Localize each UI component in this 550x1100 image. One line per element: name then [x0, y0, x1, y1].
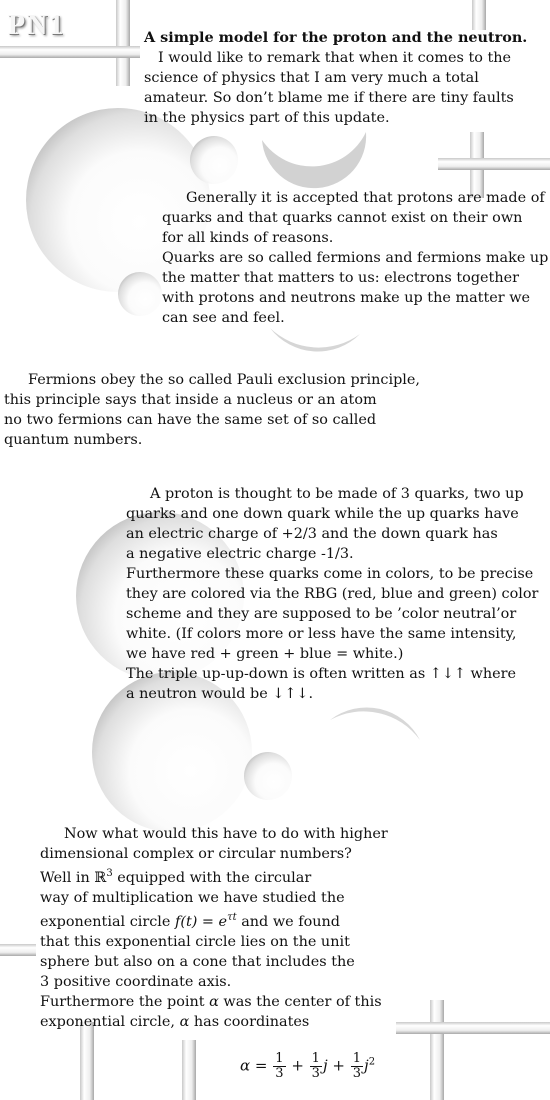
proton-line: a neutron would be ↓↑↓. — [126, 686, 314, 702]
proton-block — [126, 484, 538, 704]
decor-cross — [0, 944, 36, 956]
decor-cross — [396, 1022, 550, 1034]
circular-line: Furthermore the point α was the center of this — [40, 993, 382, 1010]
proton-line: we have red + green + blue = white.) — [126, 646, 404, 662]
circular-block — [40, 824, 388, 1032]
decor-crescent — [270, 328, 360, 352]
intro-line: I would like to remark that when it comes to the — [158, 50, 512, 66]
alpha-formula: α = $\frac{1}{3}$ + $\frac{1}{3}$ j + $\frac{1}{3}$ $j^2$ — [240, 1051, 376, 1081]
pauli-line: Fermions obey the so called Pauli exclusion principle, — [28, 372, 420, 388]
quarks-line: Quarks are so called fermions and fermions make up — [162, 250, 549, 266]
decor-cross — [0, 46, 140, 58]
intro-line: in the physics part of this update. — [144, 110, 390, 126]
quarks-block — [162, 188, 548, 328]
pauli-line: quantum numbers. — [4, 432, 143, 448]
pauli-line: no two fermions can have the same set of so called — [4, 412, 377, 428]
proton-line: quarks and one down quark while the up quarks have — [126, 506, 519, 522]
decor-crescent — [262, 132, 366, 188]
decor-cross — [430, 1000, 444, 1100]
fraction: $\frac{1}{3}$ — [275, 1051, 284, 1081]
logo-pn1: PN1 — [8, 10, 66, 41]
circular-line: exponential circle $f(t) = e^{\tau t}$ and we found — [40, 911, 340, 930]
page-title: A simple model for the proton and the neutron. — [144, 29, 528, 46]
circular-line: sphere but also on a cone that includes the — [40, 953, 355, 970]
circular-line: Now what would this have to do with higher — [64, 826, 388, 842]
decor-cross — [472, 0, 486, 30]
proton-line: an electric charge of +2/3 and the down quark has — [126, 526, 498, 542]
decor-circle — [118, 272, 162, 316]
proton-line: Furthermore these quarks come in colors, to be precise — [126, 566, 534, 582]
quarks-line: can see and feel. — [162, 310, 285, 326]
proton-line: The triple up-up-down is often written as ↑↓↑ where — [126, 666, 517, 682]
proton-line: scheme and they are supposed to be ’color neutral’or — [126, 606, 517, 622]
quarks-line: quarks and that quarks cannot exist on their own — [162, 210, 523, 226]
quarks-line: with protons and neutrons make up the matter we — [162, 290, 531, 306]
circular-line: dimensional complex or circular numbers? — [40, 846, 352, 862]
circular-line: 3 positive coordinate axis. — [40, 973, 232, 990]
intro-line: science of physics that I am very much a total — [144, 70, 479, 86]
circular-line: way of multiplication we have studied the — [40, 889, 345, 906]
quarks-line: the matter that matters to us: electrons together — [162, 270, 520, 286]
proton-line: white. (If colors more or less have the same intensity, — [126, 626, 517, 642]
decor-circle — [190, 136, 238, 184]
decor-circle — [244, 752, 292, 800]
decor-cross — [116, 0, 130, 86]
circular-line: Well in ℝ$^3$ equipped with the circular — [40, 868, 312, 886]
fraction: $\frac{1}{3}$ — [311, 1051, 320, 1081]
intro-line: amateur. So don’t blame me if there are tiny faults — [144, 90, 514, 106]
pauli-block — [4, 370, 420, 450]
decor-crescent — [330, 707, 420, 740]
decor-cross — [80, 1022, 94, 1100]
circular-line: that this exponential circle lies on the unit — [40, 933, 350, 950]
proton-line: A proton is thought to be made of 3 quarks, two up — [150, 486, 524, 502]
pauli-line: this principle says that inside a nucleus or an atom — [4, 392, 377, 408]
exp-function: f(t) = e — [175, 913, 228, 930]
quarks-line: for all kinds of reasons. — [162, 230, 334, 246]
proton-line: they are colored via the RBG (red, blue and green) color — [126, 586, 539, 602]
fraction: $\frac{1}{3}$ — [352, 1051, 362, 1081]
proton-line: a negative electric charge -1/3. — [126, 546, 354, 562]
reals-symbol: ℝ — [94, 869, 107, 886]
decor-cross — [182, 1040, 196, 1100]
intro-block — [144, 28, 527, 128]
quarks-line: Generally it is accepted that protons are made of — [186, 190, 545, 206]
decor-cross — [438, 158, 550, 170]
circular-line: exponential circle, α has coordinates — [40, 1013, 310, 1030]
